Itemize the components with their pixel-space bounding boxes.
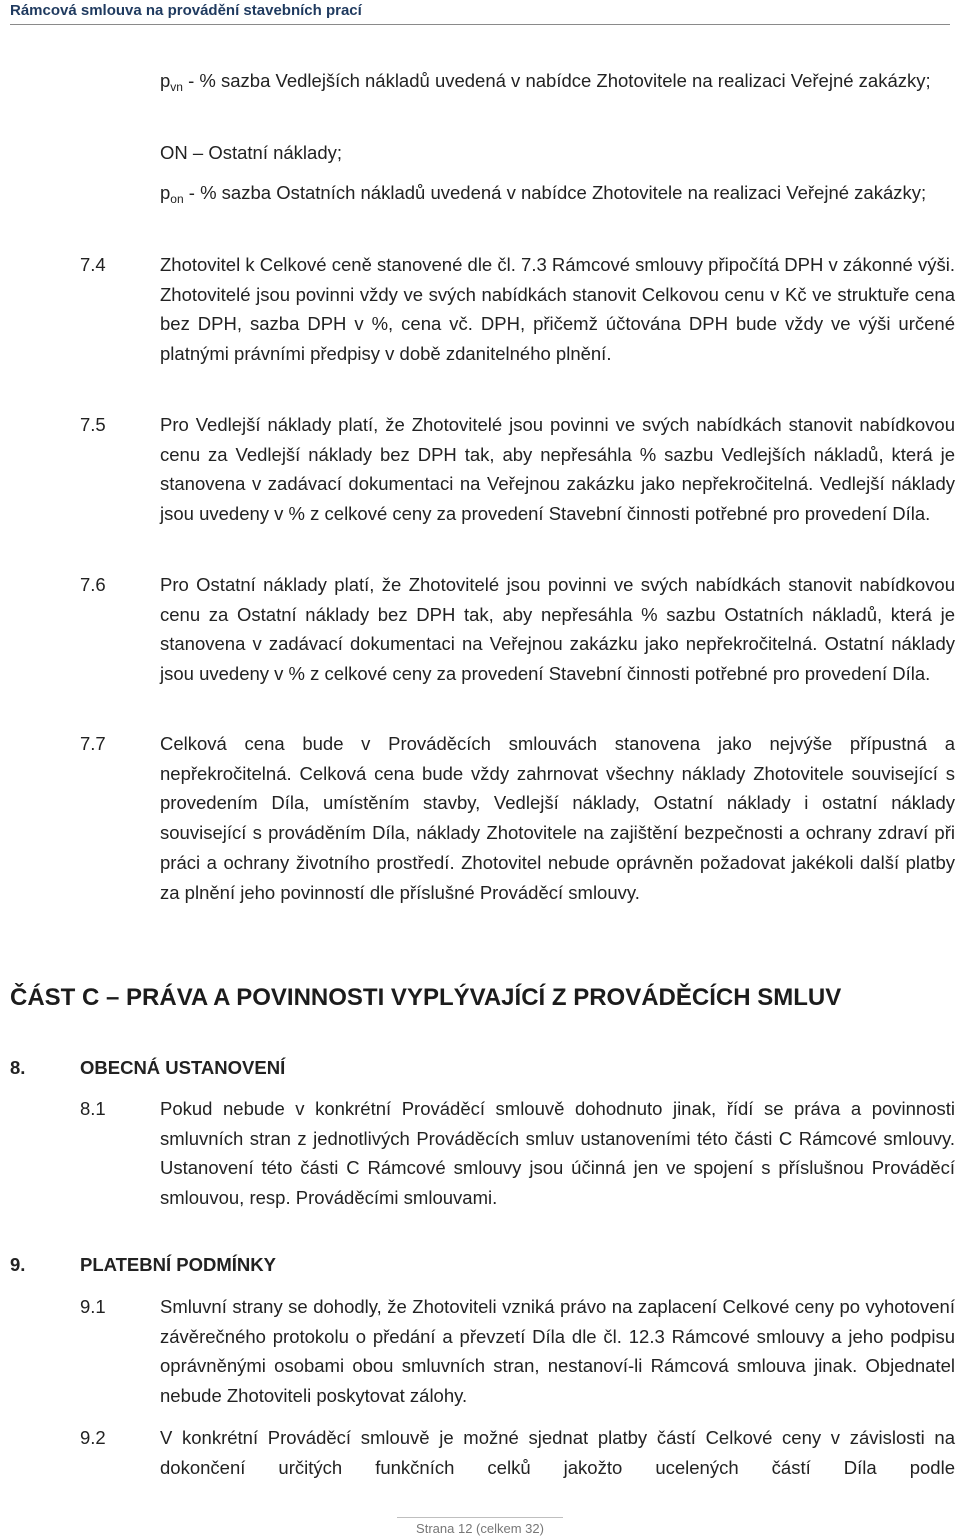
clause-7-4-text: Zhotovitel k Celkové ceně stanovené dle čl. 7.3 Rámcové smlouvy připočítá DPH v zákonné výši. Zhotovitelé jsou povinni vždy ve svých nabídkách stanovit Celkovou cenu v Kč ve struktuře cena bez DPH, sazba DPH v %, cena vč. DPH, přičemž účtována DPH bude vždy ve výši určené platnými právními předpisy v době zdanitelného plnění. xyxy=(160,254,955,365)
document-title: Rámcová smlouva na provádění stavebních prací xyxy=(10,2,362,19)
clause-7-6-text: Pro Ostatní náklady platí, že Zhotovitelé jsou povinni ve svých nabídkách stanovit nabídkovou cenu za Ostatní náklady bez DPH tak, aby nepřesáhla % sazbu Ostatních nákladů, která je stanovena v zadávací dokumentaci na Veřejnou zakázku jako nepřekročitelná. Ostatní náklady jsou uvedeny v % z celkové ceny za provedení Stavební činnosti potřebné pro provedení Díla. xyxy=(160,574,955,685)
clause-8-1-text: Pokud nebude v konkrétní Prováděcí smlouvě dohodnuto jinak, řídí se práva a povinnosti smluvních stran z jednotlivých Prováděcích smluv ustanoveními této části C Rámcové smlouvy. Ustanovení této části C Rámcové smlouvy jsou účinná jen ve spojení s příslušnou Prováděcí smlouvou, resp. Prováděcími smlouvami. xyxy=(160,1098,955,1209)
definition-pon: $p_{on}$ - % sazba Ostatních nákladů uvedená v nabídce Zhotovitele na realizaci Veřejné zakázky; xyxy=(160,182,927,206)
clause-9-1-text: Smluvní strany se dohodly, že Zhotoviteli vzniká právo na zaplacení Celkové ceny po vyhotovení závěrečného protokolu o předání a převzetí Díla dle čl. 12.3 Rámcové smlouvy a jeho podpisu oprávněnými osobami obou smluvních stran, nestanoví-li Rámcová smlouva jinak. Objednatel nebude Zhotoviteli poskytovat zálohy. xyxy=(160,1296,955,1407)
clause-number: 7.7 xyxy=(80,733,106,754)
clause-7-7-text: Celková cena bude v Prováděcích smlouvách stanovena jako nejvýše přípustná a nepřekročitelná. Celková cena bude vždy zahrnovat všechny náklady Zhotovitele související s provedením Díla, umístěním stavby, Vedlejší náklady, Ostatní náklady i ostatní náklady související s prováděním Díla, náklady Zhotovitele na zajištění bezpečnosti a ochrany zdraví při práci a ochrany životního prostředí. Zhotovitel nebude oprávněn požadovat jakékoli další platby za plnění jeho povinností dle příslušné Prováděcí smlouvy. xyxy=(160,733,955,903)
page-header xyxy=(10,0,950,25)
clause-number: 7.6 xyxy=(80,574,106,595)
clause-number: 8.1 xyxy=(80,1098,106,1119)
section-heading: PLATEBNÍ PODMÍNKY xyxy=(80,1254,276,1275)
footer-divider xyxy=(397,1517,563,1518)
page-number: Strana 12 (celkem 32) xyxy=(416,1521,544,1536)
section-heading: OBECNÁ USTANOVENÍ xyxy=(80,1057,286,1078)
clause-number: 9.1 xyxy=(80,1296,106,1317)
section-number: 9. xyxy=(10,1254,26,1275)
definition-on: ON – Ostatní náklady; xyxy=(160,142,343,163)
section-number: 8. xyxy=(10,1057,26,1078)
clause-9-2-text: V konkrétní Prováděcí smlouvě je možné sjednat platby částí Celkové ceny v závislosti na dokončení určitých funkčních celků jakožto ucelených částí Díla podle xyxy=(160,1427,955,1478)
definition-pvn: $p_{vn}$ - % sazba Vedlejších nákladů uvedená v nabídce Zhotovitele na realizaci Veřejné zakázky; xyxy=(160,70,931,94)
clause-number: 7.4 xyxy=(80,254,106,275)
clause-number: 7.5 xyxy=(80,414,106,435)
clause-number: 9.2 xyxy=(80,1427,106,1448)
part-heading: ČÁST C – PRÁVA A POVINNOSTI VYPLÝVAJÍCÍ Z PROVÁDĚCÍCH SMLUV xyxy=(10,984,842,1011)
clause-7-5-text: Pro Vedlejší náklady platí, že Zhotovitelé jsou povinni ve svých nabídkách stanovit nabídkovou cenu za Vedlejší náklady bez DPH tak, aby nepřesáhla % sazbu Vedlejších nákladů, která je stanovena v zadávací dokumentaci na Veřejnou zakázku jako nepřekročitelná. Vedlejší náklady jsou uvedeny v % z celkové ceny za provedení Stavební činnosti potřebné pro provedení Díla. xyxy=(160,414,955,525)
